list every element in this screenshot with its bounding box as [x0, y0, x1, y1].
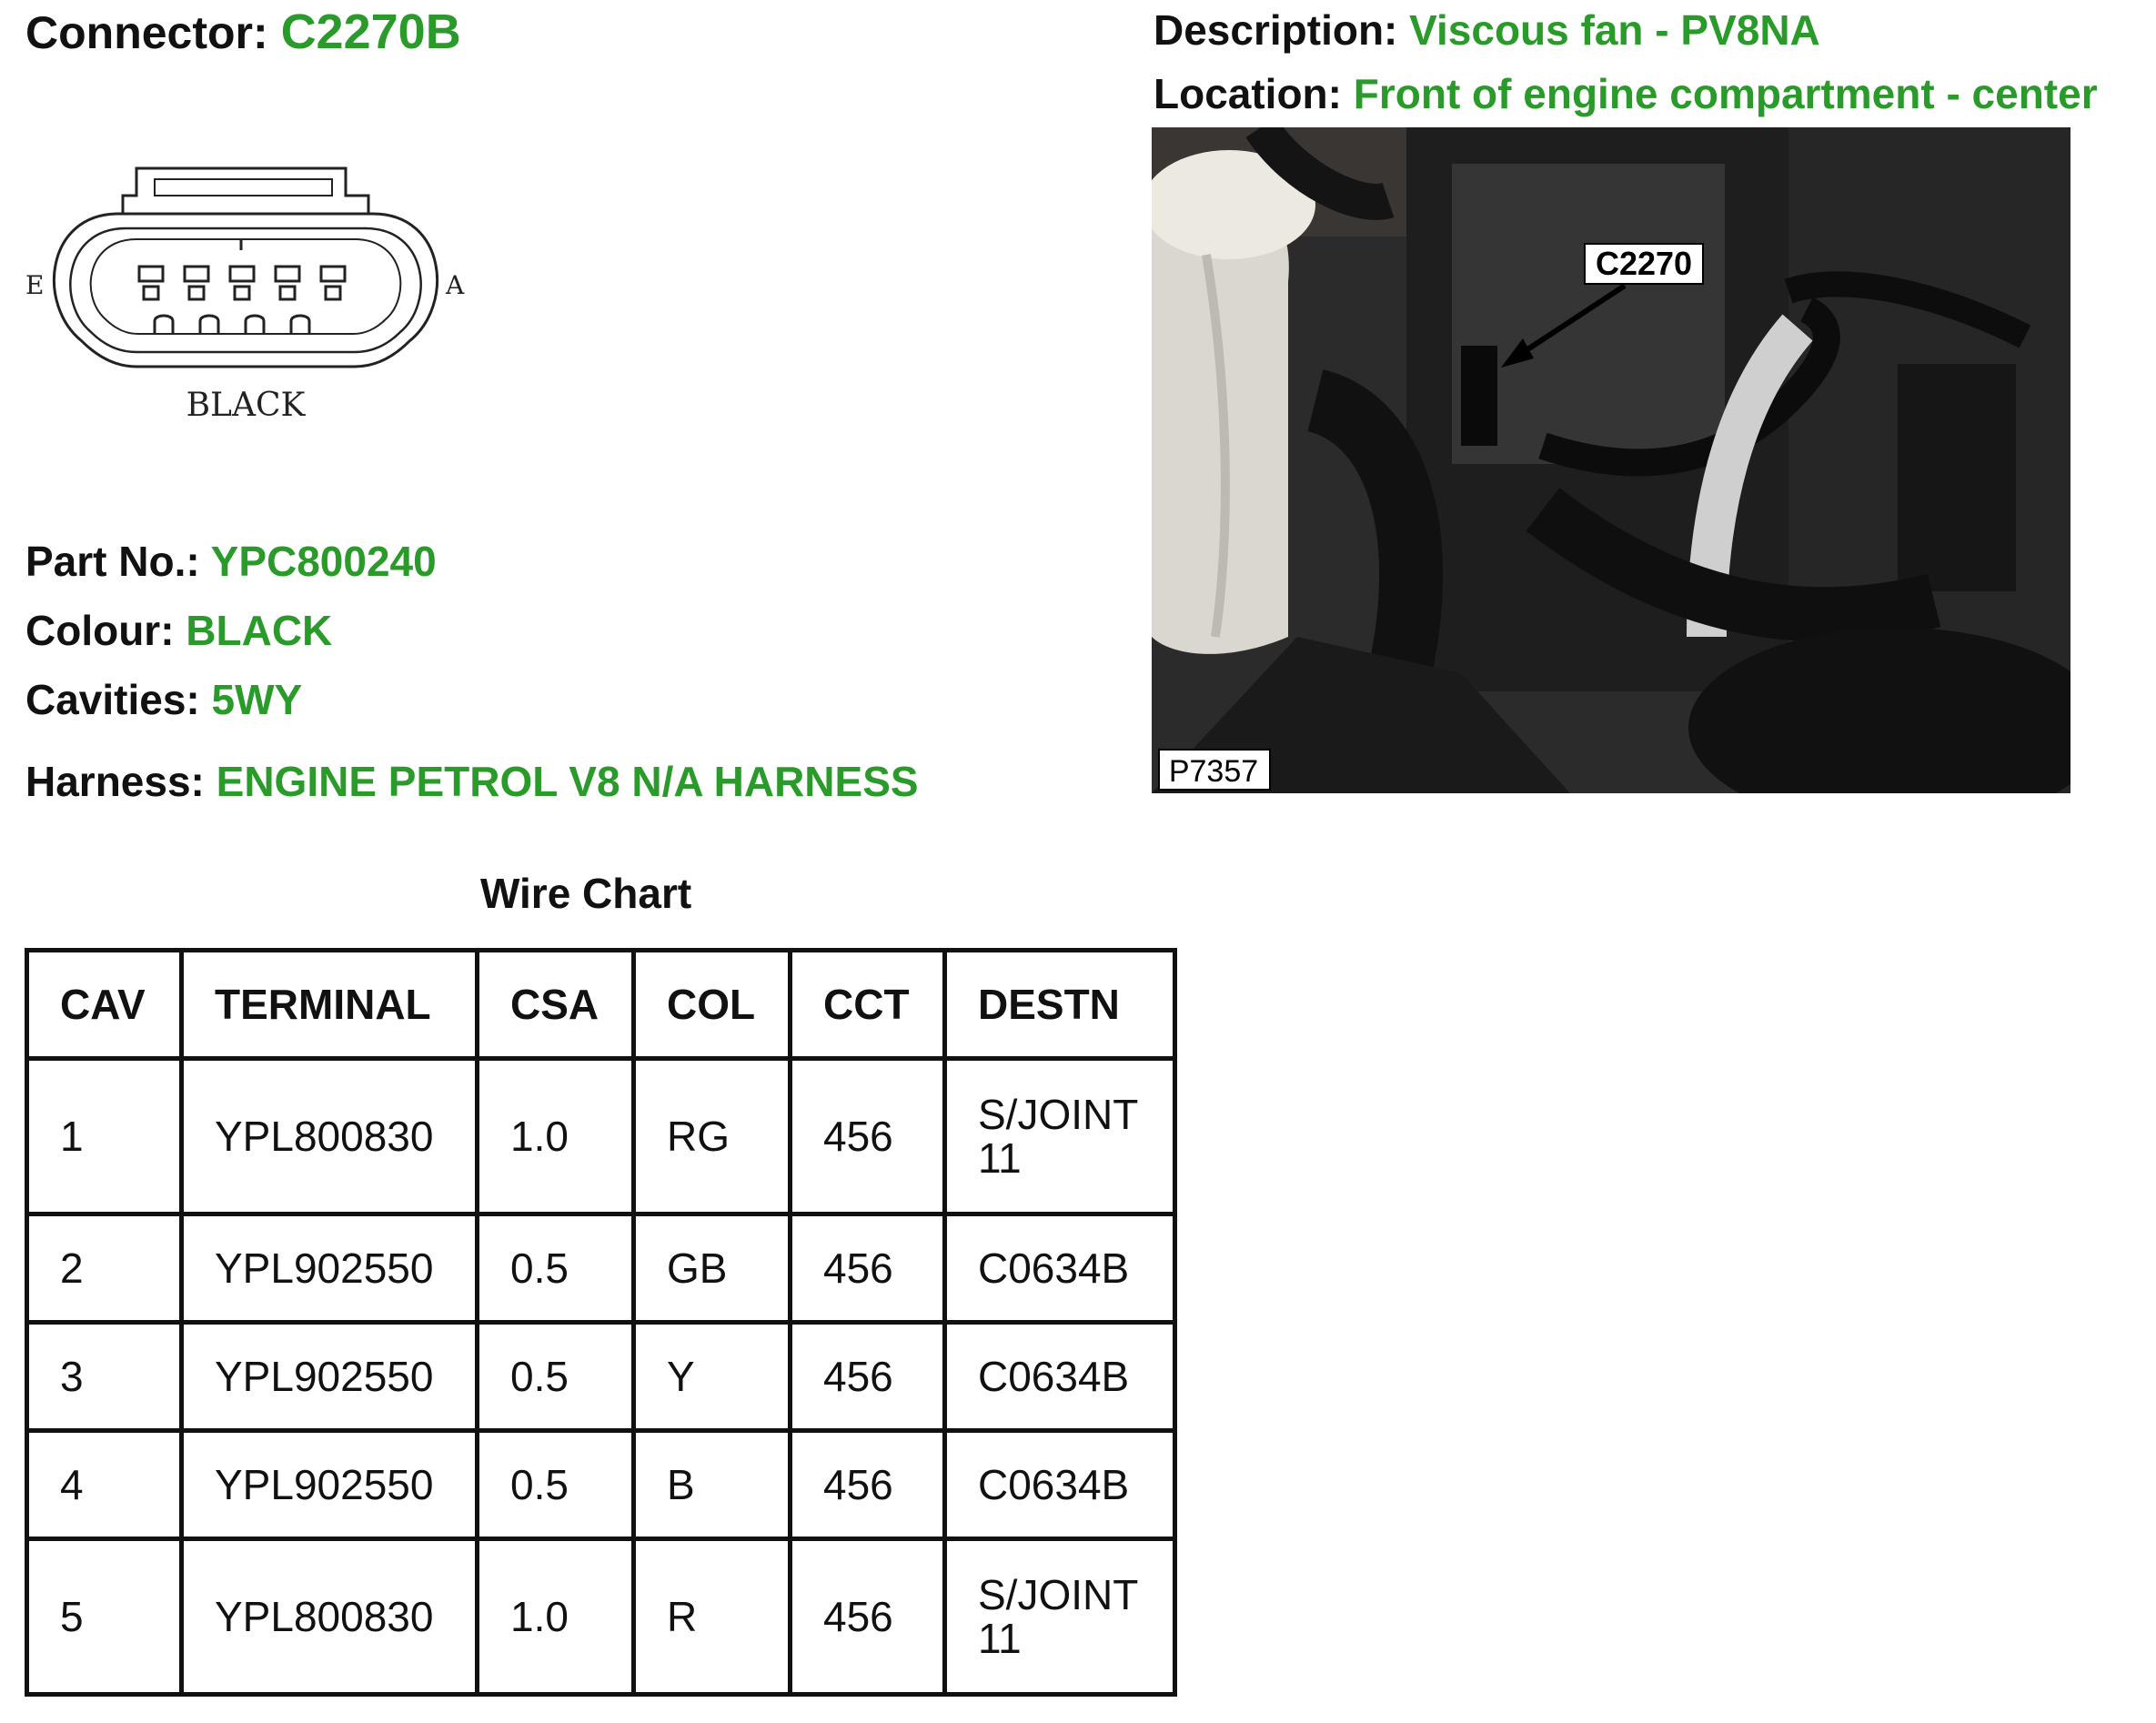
- part-number-field: [25, 537, 437, 586]
- wire-chart-table: [25, 948, 1177, 1697]
- cell-cav: 3: [27, 1323, 182, 1431]
- cell-destn: C0634B: [945, 1323, 1175, 1431]
- connector-field: [25, 4, 461, 60]
- cell-col: R: [634, 1539, 791, 1695]
- part-number-value: YPC800240: [210, 538, 437, 585]
- cell-cct: 456: [791, 1539, 945, 1695]
- cell-col: RG: [634, 1059, 791, 1214]
- wire-chart-title: Wire Chart: [480, 870, 692, 917]
- cell-cav: 2: [27, 1214, 182, 1323]
- cell-csa: 0.5: [478, 1323, 634, 1431]
- description-value: Viscous fan - PV8NA: [1409, 6, 1820, 54]
- photo-callout-label: C2270: [1595, 245, 1693, 282]
- engine-photo: [1152, 127, 2070, 793]
- connector-diagram: [18, 159, 473, 432]
- cell-terminal: YPL800830: [182, 1539, 478, 1695]
- harness-field: [25, 757, 919, 806]
- table-row: [27, 1059, 1175, 1214]
- cavities-value: 5WY: [211, 676, 303, 723]
- header-cav: CAV: [27, 951, 182, 1059]
- colour-field: [25, 606, 332, 655]
- cell-cav: 4: [27, 1431, 182, 1539]
- cell-csa: 1.0: [478, 1059, 634, 1214]
- harness-label: Harness:: [25, 758, 205, 805]
- location-value: Front of engine compartment - center: [1353, 70, 2098, 117]
- cell-csa: 0.5: [478, 1431, 634, 1539]
- diagram-left-label: E: [25, 270, 45, 300]
- destn-line-1: S/JOINT: [978, 1090, 1139, 1138]
- destn-line-1: S/JOINT: [978, 1570, 1139, 1618]
- cell-col: GB: [634, 1214, 791, 1323]
- header-csa: CSA: [478, 951, 634, 1059]
- cell-cct: 456: [791, 1059, 945, 1214]
- destn-line-2: 11: [978, 1134, 1022, 1182]
- connector-value: C2270B: [280, 5, 461, 59]
- cell-terminal: YPL902550: [182, 1323, 478, 1431]
- cell-cav: 5: [27, 1539, 182, 1695]
- cell-cct: 456: [791, 1323, 945, 1431]
- location-label: Location:: [1154, 70, 1342, 117]
- cell-cav: 1: [27, 1059, 182, 1214]
- cell-destn: C0634B: [945, 1214, 1175, 1323]
- cell-col: Y: [634, 1323, 791, 1431]
- destn-line-2: 11: [978, 1615, 1022, 1662]
- cell-destn: C0634B: [945, 1431, 1175, 1539]
- cell-cct: 456: [791, 1431, 945, 1539]
- cell-cct: 456: [791, 1214, 945, 1323]
- header-terminal: TERMINAL: [182, 951, 478, 1059]
- header-col: COL: [634, 951, 791, 1059]
- table-row: [27, 1214, 1175, 1323]
- table-row: [27, 1539, 1175, 1695]
- cell-destn: [945, 1539, 1175, 1695]
- location-field: [1154, 69, 2098, 118]
- diagram-right-label: A: [446, 270, 465, 300]
- header-destn: DESTN: [945, 951, 1175, 1059]
- part-number-label: Part No.:: [25, 538, 200, 585]
- colour-value: BLACK: [186, 607, 333, 654]
- cell-csa: 1.0: [478, 1539, 634, 1695]
- connector-label: Connector:: [25, 7, 268, 58]
- header-cct: CCT: [791, 951, 945, 1059]
- cell-terminal: YPL902550: [182, 1431, 478, 1539]
- colour-label: Colour:: [25, 607, 175, 654]
- cavities-field: [25, 675, 302, 724]
- harness-value: ENGINE PETROL V8 N/A HARNESS: [216, 758, 919, 805]
- description-field: [1154, 5, 1820, 55]
- wire-chart-header-row: [27, 951, 1175, 1059]
- cell-terminal: YPL902550: [182, 1214, 478, 1323]
- cell-destn: [945, 1059, 1175, 1214]
- cavities-label: Cavities:: [25, 676, 200, 723]
- description-label: Description:: [1154, 6, 1398, 54]
- cell-col: B: [634, 1431, 791, 1539]
- photo-reference-label: P7357: [1168, 754, 1259, 789]
- cell-csa: 0.5: [478, 1214, 634, 1323]
- cell-terminal: YPL800830: [182, 1059, 478, 1214]
- table-row: [27, 1323, 1175, 1431]
- table-row: [27, 1431, 1175, 1539]
- diagram-colour-caption: BLACK: [186, 387, 306, 424]
